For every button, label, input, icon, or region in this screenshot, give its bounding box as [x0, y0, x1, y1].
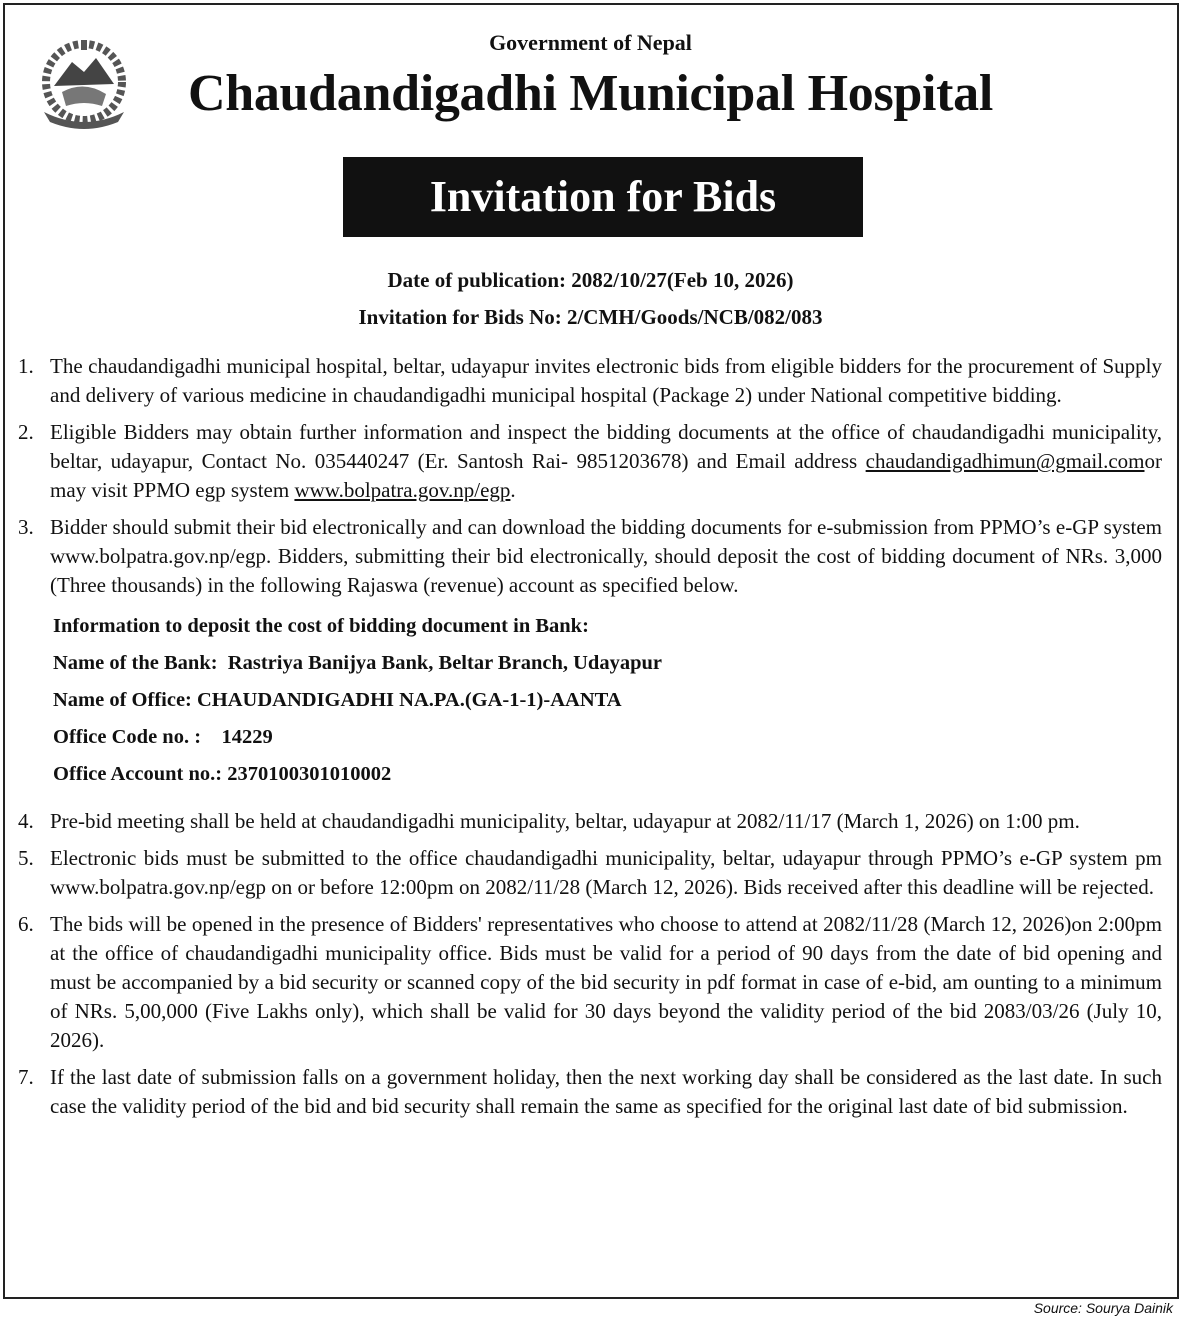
list-item	[18, 844, 1162, 902]
office-code: Office Code no. : 14229	[53, 726, 273, 748]
list-item	[18, 807, 1162, 836]
office-account: Office Account no.: 2370100301010002	[53, 763, 392, 785]
item-text-part: Eligible Bidders may obtain further information and inspect the bidding documents at the office of chaudandigadhi municipality, beltar, udayapur, Contact No. 035440247 (Er. Santosh Rai- 9851203678) and Email address	[50, 420, 1162, 473]
list-item	[18, 352, 1162, 410]
item-text-part: .	[510, 478, 516, 502]
item-text: Electronic bids must be submitted to the office chaudandigadhi municipality, beltar, udayapur through PPMO’s e-GP system pm www.bolpatra.gov.np/egp on or before 12:00pm on 2082/11/28 (March 12, 2026). Bids received after this deadline will be rejected.	[50, 846, 1162, 899]
item-text	[50, 418, 1162, 505]
item-text-part: or may visit PPMO egp system	[50, 449, 1162, 502]
list-item	[18, 513, 1162, 600]
ifb-number: Invitation for Bids No: 2/CMH/Goods/NCB/082/083	[358, 305, 823, 329]
bank-heading: Information to deposit the cost of bidding document in Bank:	[53, 615, 589, 637]
item-text: Pre-bid meeting shall be held at chaudandigadhi municipality, beltar, udayapur at 2082/11/17 (March 1, 2026) on 1:00 pm.	[50, 809, 1080, 833]
list-item	[18, 418, 1162, 505]
item-number: 1.	[18, 354, 34, 378]
notice-title-banner: Invitation for Bids	[343, 157, 863, 237]
source-credit: Source: Sourya Dainik	[1033, 1300, 1173, 1316]
item-number: 3.	[18, 515, 34, 539]
government-label: Government of Nepal	[489, 30, 692, 55]
item-text: Bidder should submit their bid electronically and can download the bidding documents for e-submission from PPMO’s e-GP system www.bolpatra.gov.np/egp. Bidders, submitting their bid electronically, should deposit the cost of bidding document of NRs. 3,000 (Three thousands) in the following Rajaswa (revenue) account as specified below.	[50, 515, 1162, 597]
office-name: Name of Office: CHAUDANDIGADHI NA.PA.(GA-1-1)-AANTA	[53, 689, 622, 711]
hospital-title: Chaudandigadhi Municipal Hospital	[187, 65, 994, 122]
publication-date: Date of publication: 2082/10/27(Feb 10, 2026)	[387, 268, 794, 292]
email-link[interactable]: chaudandigadhimun@gmail.com	[865, 449, 1145, 473]
item-text: If the last date of submission falls on a government holiday, then the next working day shall be considered as the last date. In such case the validity period of the bid and bid security shall remain the same as specified for the original last date of bid submission.	[50, 1065, 1162, 1118]
bank-info	[53, 608, 1162, 793]
bank-name: Name of the Bank: Rastriya Banijya Bank, Beltar Branch, Udayapur	[53, 652, 662, 674]
item-number: 6.	[18, 912, 34, 936]
item-number: 7.	[18, 1065, 34, 1089]
item-text: The bids will be opened in the presence of Bidders' representatives who choose to attend at 2082/11/28 (March 12, 2026)on 2:00pm at the office of chaudandigadhi municipality office. Bids must be valid for a period of 90 days from the date of bid opening and must be accompanied by a bid security or scanned copy of the bid security in pdf format in case of e-bid, am ounting to a minimum of NRs. 5,00,000 (Five Lakhs only), which shall be valid for 30 days beyond the validity period of the bid 2083/03/26 (July 10, 2026).	[50, 912, 1162, 1052]
list-item	[18, 1063, 1162, 1121]
item-number: 2.	[18, 420, 34, 444]
egp-link[interactable]: www.bolpatra.gov.np/egp	[294, 478, 511, 502]
item-number: 5.	[18, 846, 34, 870]
list-item	[18, 910, 1162, 1055]
item-number: 4.	[18, 809, 34, 833]
item-text: The chaudandigadhi municipal hospital, beltar, udayapur invites electronic bids from eligible bidders for the procurement of Supply and delivery of various medicine in chaudandigadhi municipal hospital (Package 2) under National competitive bidding.	[50, 354, 1162, 407]
notice-items	[18, 352, 1162, 1129]
